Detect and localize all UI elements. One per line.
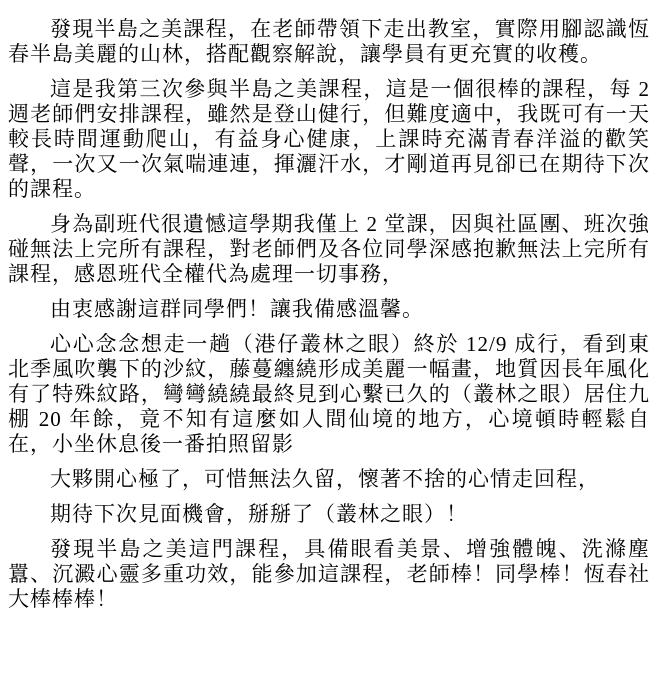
paragraph: 發現半島之美課程，在老師帶領下走出教室，實際用腳認識恆春半島美麗的山林，搭配觀察解說，讓學員有更充實的收穫。: [8, 17, 650, 66]
paragraph: 身為副班代很遺憾這學期我僅上 2 堂課，因與社區團、班次強碰無法上完所有課程，對老師們及各位同學深感抱歉無法上完所有課程，感恩班代全權代為處理一切事務，: [8, 212, 650, 286]
paragraph: 期待下次見面機會，掰掰了（叢林之眼）！: [50, 502, 468, 526]
paragraph: 心心念念想走一趟（港仔叢林之眼）終於 12/9 成行，看到東北季風吹襲下的沙紋，藤蔓纏繞形成美麗一幅畫，地質因長年風化有了特殊紋路，彎彎繞繞最終見到心繫已久的（叢林之眼）居住九棚 20 年餘，竟不知有這麼如人間仙境的地方，心境頓時輕鬆自在，小坐休息後一番拍照留影: [8, 332, 650, 456]
paragraph: 這是我第三次參與半島之美課程，這是一個很棒的課程，每 2 週老師們安排課程，雖然是登山健行，但難度適中，我既可有一天較長時間運動爬山，有益身心健康，上課時充滿青春洋溢的歡笑聲，一次又一次氣喘連連，揮灑汗水，才剛道再見卻已在期待下次的課程。: [8, 77, 650, 201]
paragraph: 發現半島之美這門課程，具備眼看美景、增強體魄、洗滌塵囂、沉澱心靈多重功效，能參加這課程，老師棒！同學棒！恆春社大棒棒棒！: [8, 537, 650, 611]
paragraph: 大夥開心極了，可惜無法久留，懷著不捨的心情走回程，: [50, 467, 600, 491]
paragraph: 由衷感謝這群同學們！讓我備感溫馨。: [50, 297, 424, 321]
